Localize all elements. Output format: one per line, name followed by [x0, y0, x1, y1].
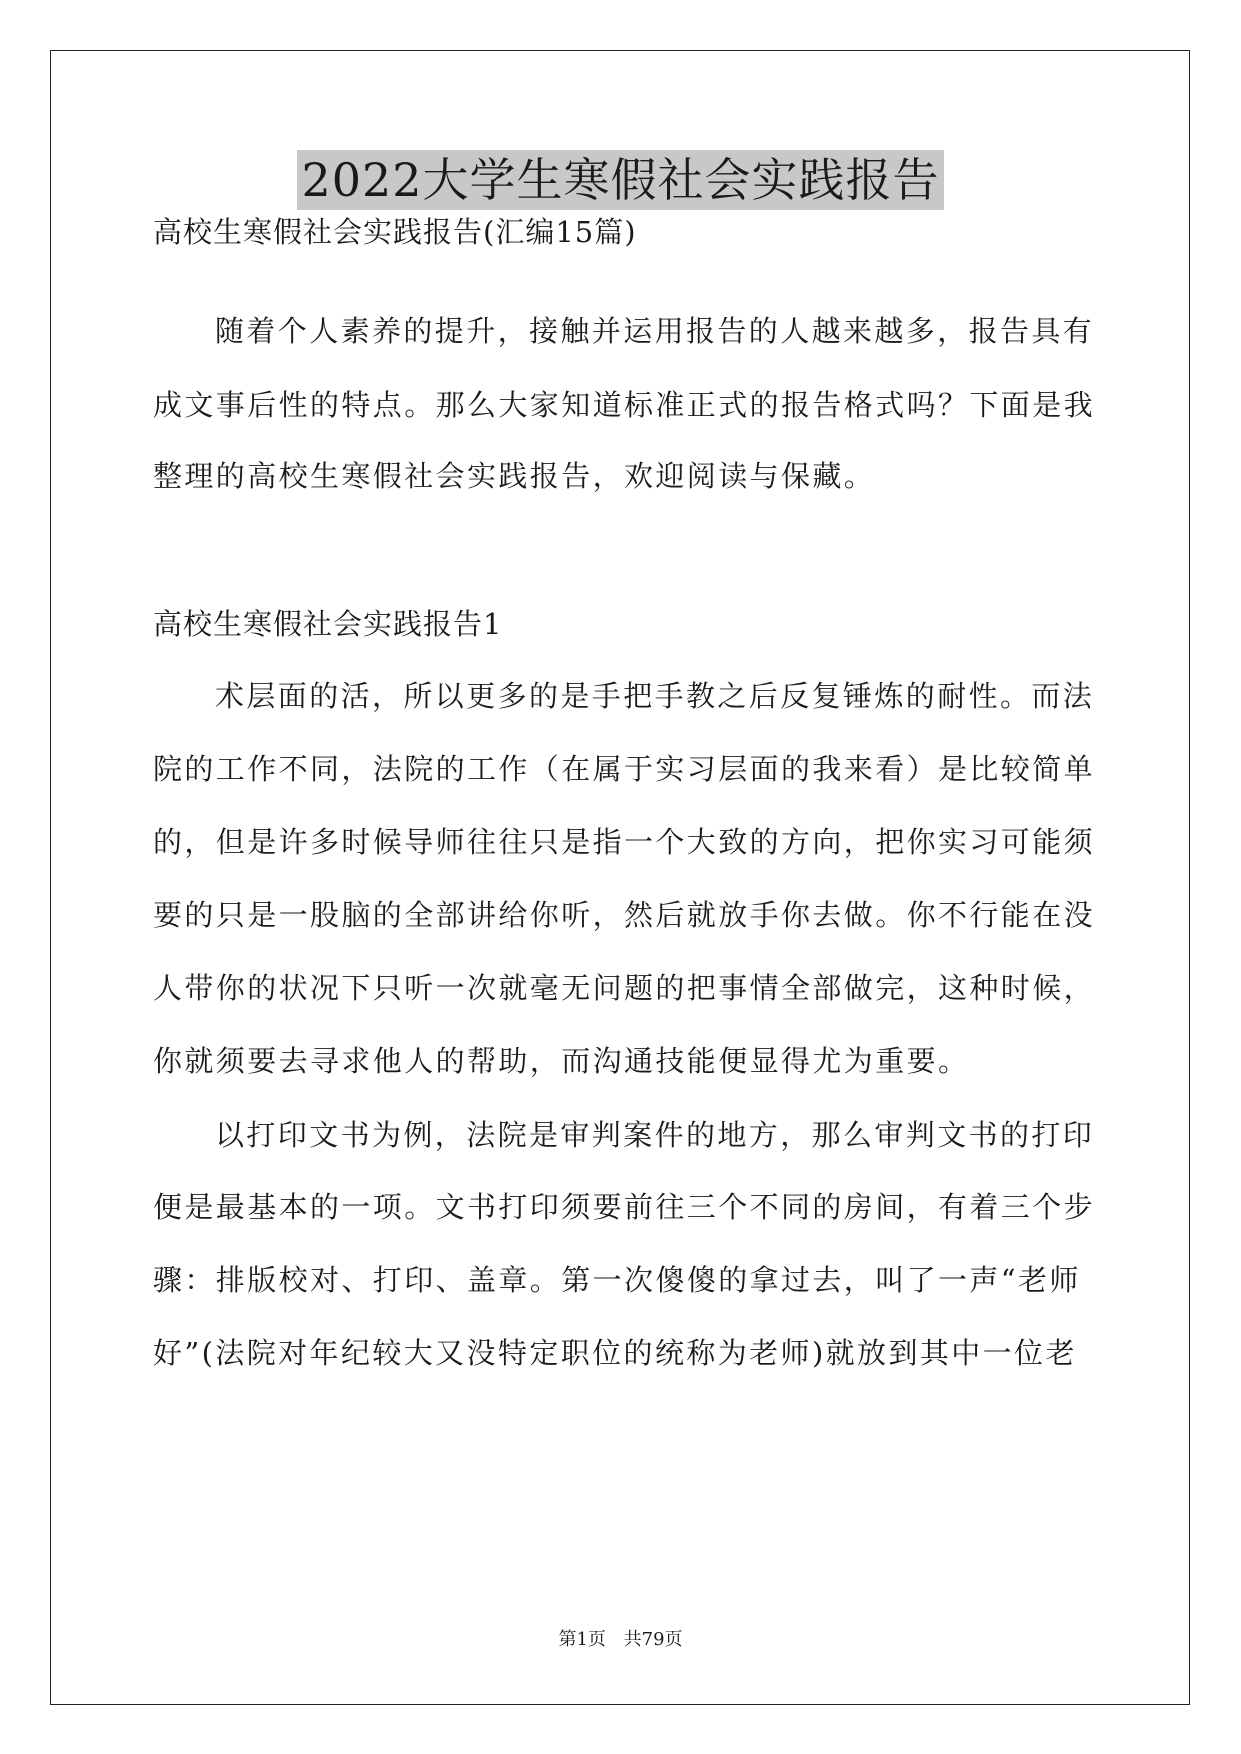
- paragraph1-line-4: 要的只是一股脑的全部讲给你听，然后就放手你去做。你不行能在没: [153, 898, 1096, 932]
- intro-line-3: 整理的高校生寒假社会实践报告，欢迎阅读与保藏。: [153, 459, 876, 493]
- paragraph1-line-5: 人带你的状况下只听一次就毫无问题的把事情全部做完，这种时候，: [153, 971, 1096, 1005]
- title-wrap: [0, 150, 1241, 210]
- paragraph1-line-6: 你就须要去寻求他人的帮助，而沟通技能便显得尤为重要。: [153, 1044, 970, 1078]
- section-heading: 高校生寒假社会实践报告1: [153, 607, 503, 641]
- document-subtitle: 高校生寒假社会实践报告(汇编15篇): [153, 215, 637, 249]
- paragraph2-line-3: 骤：排版校对、打印、盖章。第一次傻傻的拿过去，叫了一声“老师: [153, 1263, 1081, 1297]
- paragraph1-line-2: 院的工作不同，法院的工作（在属于实习层面的我来看）是比较简单: [153, 752, 1096, 786]
- paragraph2-line-1: 以打印文书为例，法院是审判案件的地方，那么审判文书的打印: [215, 1118, 1095, 1152]
- paragraph1-line-3: 的，但是许多时候导师往往只是指一个大致的方向，把你实习可能须: [153, 825, 1096, 859]
- intro-line-2: 成文事后性的特点。那么大家知道标准正式的报告格式吗？下面是我: [153, 388, 1096, 422]
- page-footer: [0, 1628, 1241, 1652]
- page-border: [50, 50, 1190, 1705]
- intro-line-1: 随着个人素养的提升，接触并运用报告的人越来越多，报告具有: [215, 314, 1095, 348]
- paragraph2-line-4: 好”(法院对年纪较大又没特定职位的统称为老师)就放到其中一位老: [153, 1336, 1077, 1370]
- total-pages: 共79页: [623, 1629, 683, 1650]
- page-number: 第1页: [558, 1629, 606, 1650]
- document-title: 2022大学生寒假社会实践报告: [297, 150, 943, 210]
- paragraph2-line-2: 便是最基本的一项。文书打印须要前往三个不同的房间，有着三个步: [153, 1190, 1096, 1224]
- paragraph1-line-1: 术层面的活，所以更多的是手把手教之后反复锤炼的耐性。而法: [215, 679, 1095, 713]
